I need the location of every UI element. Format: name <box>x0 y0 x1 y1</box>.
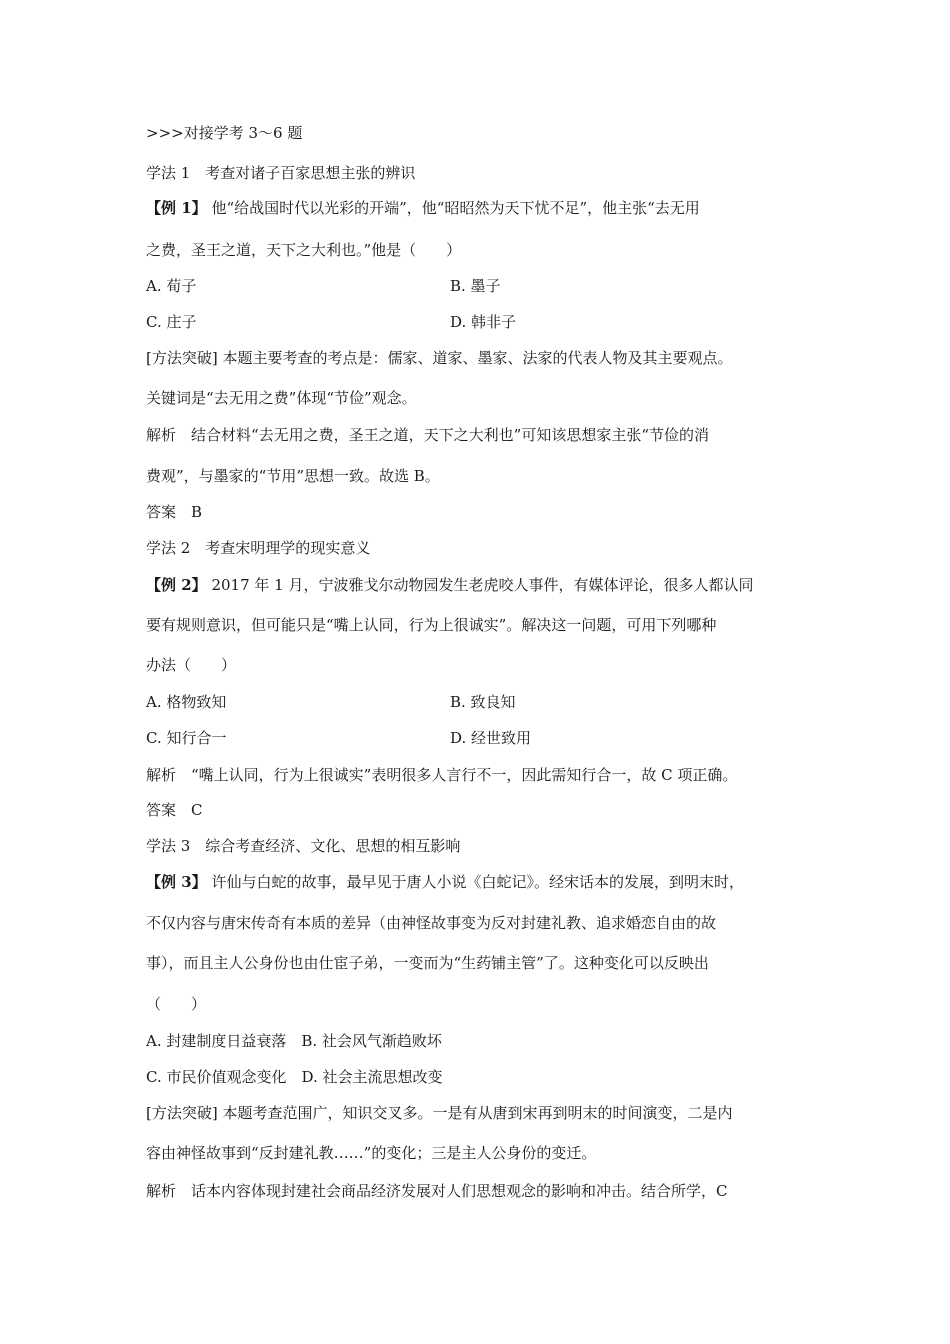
example2-option-c: C. 知行合一 <box>146 729 227 747</box>
section3-title: 学法 3 综合考查经济、文化、思想的相互影响 <box>146 837 461 855</box>
example3-question-line3: 事），而且主人公身份也由仕宦子弟，一变而为“生药铺主管”了。这种变化可以反映出 <box>146 954 709 972</box>
example1-answer: 答案 B <box>146 503 203 521</box>
example1-method-line2: 关键词是“去无用之费”体现“节俭”观念。 <box>146 389 417 407</box>
section1-title: 学法 1 考查对诸子百家思想主张的辨识 <box>146 164 416 182</box>
example1-option-a: A. 荀子 <box>146 277 197 295</box>
example1-method-line1: [方法突破] 本题主要考查的考点是：儒家、道家、墨家、法家的代表人物及其主要观点。 <box>146 349 733 367</box>
example2-question-text: 2017 年 1 月，宁波雅戈尔动物园发生老虎咬人事件，有媒体评论，很多人都认同 <box>211 576 754 594</box>
example3-options-line2: C. 市民价值观念变化 D. 社会主流思想改变 <box>146 1068 443 1086</box>
example1-question-line2: 之费，圣王之道，天下之大利也。”他是（ ） <box>146 241 462 259</box>
example1-analysis-line2: 费观”，与墨家的“节用”思想一致。故选 B。 <box>146 467 440 485</box>
example1-option-c: C. 庄子 <box>146 313 197 331</box>
example3-method-line1: [方法突破] 本题考查范围广，知识交叉多。一是有从唐到宋再到明末的时间演变，二是内 <box>146 1104 733 1122</box>
example2-option-b: B. 致良知 <box>450 693 516 711</box>
example1-tag: 【例 1】 <box>146 199 207 217</box>
example1-analysis-line1: 解析 结合材料“去无用之费，圣王之道，天下之大利也”可知该思想家主张“节俭的消 <box>146 426 710 444</box>
example2-answer: 答案 C <box>146 801 203 819</box>
example3-question-text: 许仙与白蛇的故事，最早见于唐人小说《白蛇记》。经宋话本的发展，到明末时， <box>211 873 744 891</box>
example3-tag: 【例 3】 <box>146 873 207 891</box>
section2-title: 学法 2 考查宋明理学的现实意义 <box>146 539 371 557</box>
header-title: >>>对接学考 3～6 题 <box>146 124 303 142</box>
example1-option-d: D. 韩非子 <box>450 313 517 331</box>
example2-option-d: D. 经世致用 <box>450 729 532 747</box>
example1-option-b: B. 墨子 <box>450 277 501 295</box>
example2-tag: 【例 2】 <box>146 576 207 594</box>
example2-option-a: A. 格物致知 <box>146 693 227 711</box>
example3-question-line4: （ ） <box>146 995 207 1013</box>
example3-method-line2: 容由神怪故事到“反封建礼教……”的变化；三是主人公身份的变迁。 <box>146 1144 597 1162</box>
example2-analysis: 解析 “嘴上认同，行为上很诚实”表明很多人言行不一，因此需知行合一，故 C 项正确。 <box>146 766 738 784</box>
example1-question-line1 <box>146 198 700 218</box>
example3-question-line2: 不仅内容与唐宋传奇有本质的差异（由神怪故事变为反对封建礼教、追求婚恋自由的故 <box>146 914 717 932</box>
example3-question-line1 <box>146 872 744 892</box>
example2-question-line2: 要有规则意识，但可能只是“嘴上认同，行为上很诚实”。解决这一问题，可用下列哪种 <box>146 616 717 634</box>
example3-options-line1: A. 封建制度日益衰落 B. 社会风气渐趋败坏 <box>146 1032 442 1050</box>
example3-analysis-line1: 解析 话本内容体现封建社会商品经济发展对人们思想观念的影响和冲击。结合所学，C <box>146 1182 728 1200</box>
example2-question-line3: 办法（ ） <box>146 656 237 674</box>
example1-question-text: 他“给战国时代以光彩的开端”，他“昭昭然为天下忧不足”，他主张“去无用 <box>211 199 700 217</box>
example2-question-line1 <box>146 575 753 595</box>
